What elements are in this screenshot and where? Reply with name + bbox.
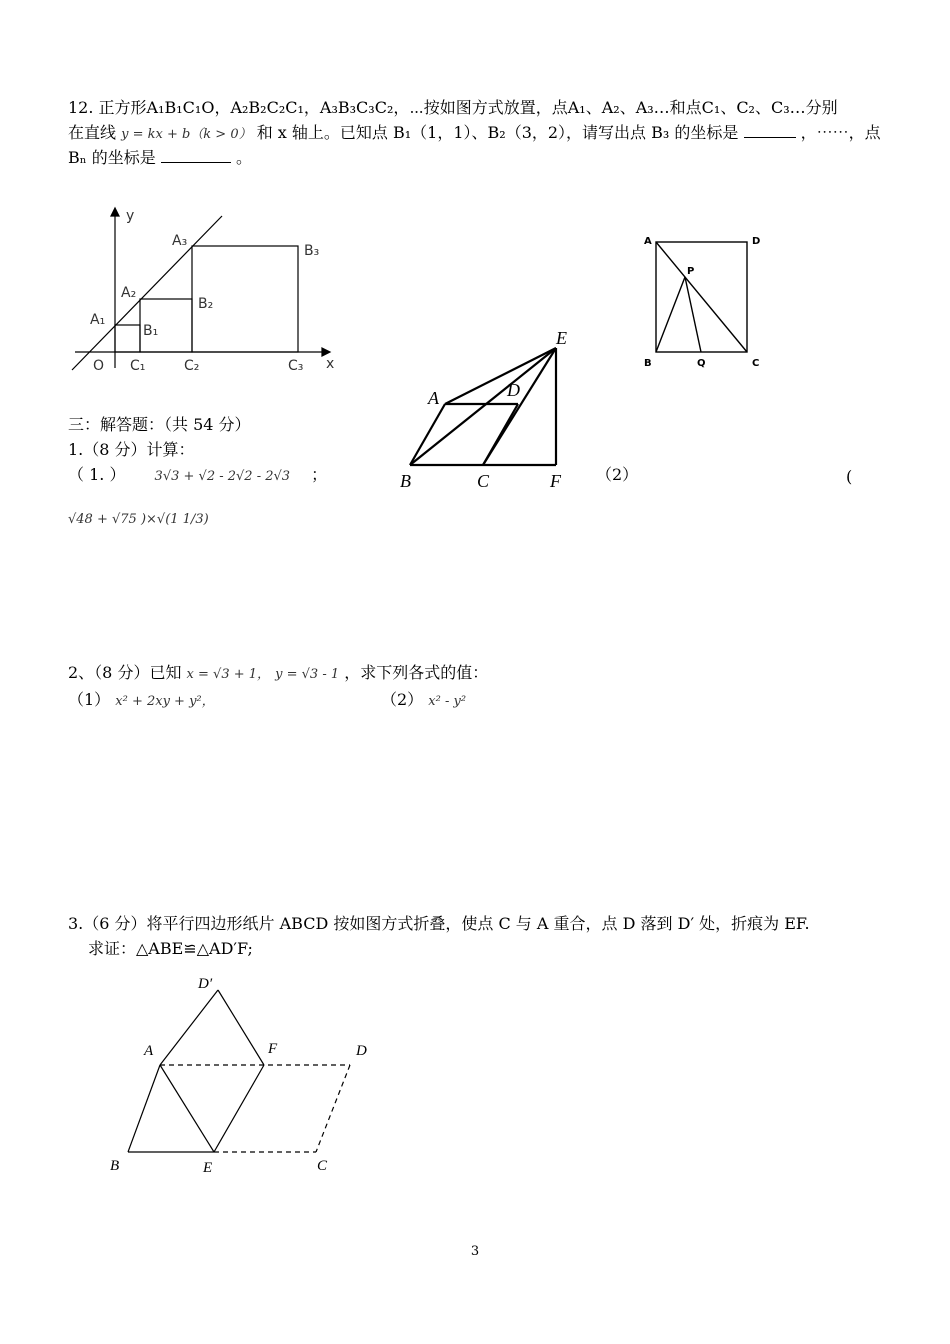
label-C: C (752, 358, 760, 369)
q1-part1-expr: 3√3 + √2 - 2√2 - 2√3 (154, 469, 291, 484)
q1-part1-label: （ 1. ） (68, 465, 126, 484)
q12-line2-text-c: ，⋯⋯，点 (800, 123, 881, 142)
label-B2: B₂ (198, 296, 214, 312)
q2-part2-expr: x² - y² (428, 694, 467, 709)
label-D-prime: D′ (198, 976, 213, 992)
label-A1: A₁ (90, 312, 106, 328)
label-B: B (110, 1158, 120, 1174)
q1-part1 (68, 464, 398, 488)
label-F: F (550, 471, 561, 491)
answer-blank-b3[interactable] (744, 121, 796, 138)
label-D: D (752, 236, 761, 247)
label-E: E (556, 328, 567, 348)
label-B1: B₁ (143, 323, 159, 339)
square-pq-figure (640, 232, 770, 374)
q12-line3-text-b: 。 (235, 148, 252, 167)
segment-AE (160, 1065, 214, 1152)
q1-part2-expr (68, 507, 209, 531)
q2-part1-label: （1） (68, 690, 111, 709)
trapezoid-figure (390, 322, 580, 492)
q2-part2 (381, 689, 466, 713)
label-A: A (144, 1043, 154, 1059)
label-O: O (93, 358, 105, 374)
segment-EF (214, 1065, 264, 1152)
segment-AB (128, 1065, 160, 1152)
label-E: E (203, 1160, 213, 1176)
label-C: C (317, 1158, 328, 1174)
square-1 (115, 325, 140, 352)
label-y: y (126, 208, 135, 224)
segment-AB (410, 404, 445, 465)
label-A: A (428, 388, 439, 408)
q3-line1: 3.（6 分）将平行四边形纸片 ABCD 按如图方式折叠，使点 C 与 A 重合，点 D 落到 D′ 处，折痕为 EF. (68, 914, 810, 933)
label-A2: A₂ (121, 285, 137, 301)
q2-part2-label: （2） (381, 690, 424, 709)
q12-line3 (68, 146, 252, 169)
q2-part1 (68, 689, 215, 713)
q2-part1-expr: x² + 2xy + y²， (115, 694, 215, 709)
squares-figure (60, 198, 350, 388)
segment-AD-prime (160, 990, 218, 1065)
y-axis-arrow (111, 208, 119, 216)
q2-title (68, 662, 488, 686)
label-P: P (687, 266, 695, 277)
q1-separator: ； (311, 465, 328, 484)
label-C3: C₃ (288, 358, 304, 374)
label-B: B (644, 358, 652, 369)
label-C: C (477, 471, 490, 491)
label-C1: C₁ (130, 358, 146, 374)
label-B3: B₃ (304, 243, 320, 259)
diagonal-AC (656, 242, 747, 352)
line-y-kx-b (72, 216, 222, 370)
segment-D-prime-F (218, 990, 264, 1065)
label-A: A (644, 236, 652, 247)
x-axis-arrow (322, 348, 330, 356)
fold-figure (100, 968, 390, 1180)
label-C2: C₂ (184, 358, 200, 374)
q12-line3-text-a: Bₙ 的坐标是 (68, 148, 156, 167)
q2-x-def: x = √3 + 1， (186, 667, 271, 682)
page-number: 3 (470, 1244, 480, 1259)
segment-PQ (685, 277, 701, 352)
q12-line2-text-b: 和 x 轴上。已知点 B₁（1，1）、B₂（3，2），请写出点 B₃ 的坐标是 (256, 123, 739, 142)
segment-PB (656, 277, 685, 352)
label-B: B (400, 471, 411, 491)
label-x: x (326, 356, 335, 372)
q12-line-formula: y = kx + b（k > 0） (121, 127, 252, 142)
q2-y-def: y = √3 - 1 (275, 667, 340, 682)
q12-line2 (68, 121, 881, 146)
q2-title-b: ，求下列各式的值： (344, 663, 489, 682)
q1-part2-open-paren: ( (846, 467, 853, 486)
label-D: D (356, 1043, 367, 1059)
dashed-DC (316, 1065, 350, 1152)
q3-line2: 求证：△ABE≌△AD′F; (88, 939, 253, 958)
q1-part2-label: （2） (596, 465, 639, 484)
label-F: F (268, 1041, 278, 1057)
q12-line1: 12. 正方形A₁B₁C₁O，A₂B₂C₂C₁，A₃B₃C₃C₂，⋯按如图方式放置，点A₁、A₂、A₃…和点C₁、C₂、C₃…分别 (68, 98, 838, 117)
q1-title: 1.（8 分）计算： (68, 440, 195, 459)
q1-part2-formula: √48 + √75 )×√(1 1/3) (68, 512, 209, 527)
label-A3: A₃ (172, 233, 188, 249)
label-D: D (507, 380, 520, 400)
section3-title: 三：解答题：（共 54 分） (68, 415, 251, 434)
q12-line2-text-a: 在直线 (68, 123, 117, 142)
q2-title-a: 2、（8 分）已知 (68, 663, 182, 682)
answer-blank-bn[interactable] (161, 146, 231, 163)
label-Q: Q (697, 358, 706, 369)
